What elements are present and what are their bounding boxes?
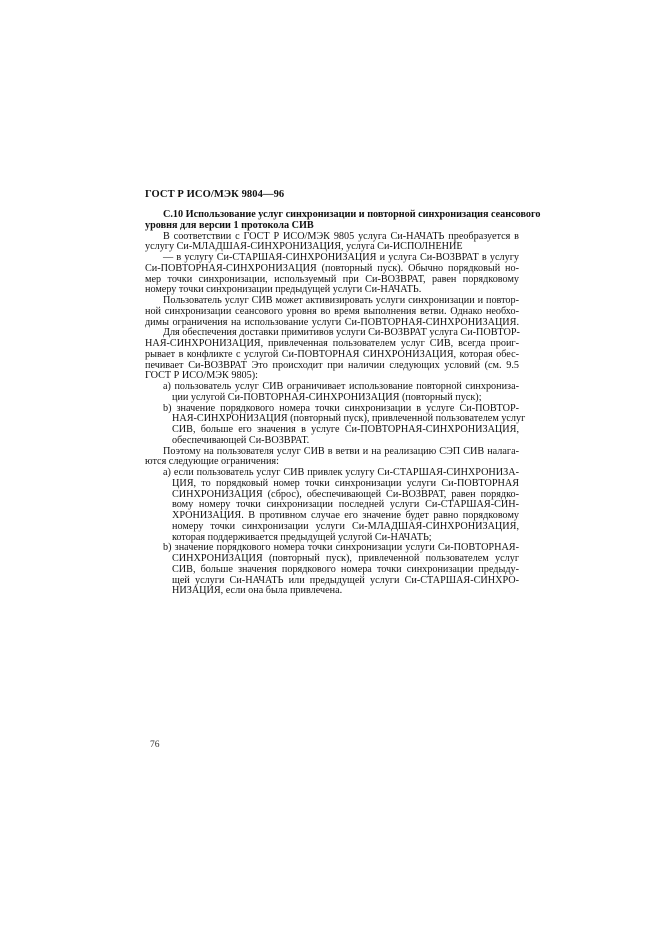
text-line: обеспечивающей Си-ВОЗВРАТ.	[172, 434, 310, 446]
text-line: щей услуги Си-НАЧАТЬ или предыдущей услуги Си-СТАРШАЯ-СИНХРО-	[172, 574, 519, 586]
text-line: димы ограничения на использование услуги Си-ПОВТОРНАЯ-СИНХРОНИЗАЦИЯ.	[145, 316, 519, 328]
text-line: ГОСТ Р ИСО/МЭК 9805):	[145, 370, 258, 382]
text-line: а) если пользователь услуг СИВ привлек услугу Си-СТАРШАЯ-СИНХРОНИЗА-	[163, 467, 519, 478]
text-line: НАЯ-СИНХРОНИЗАЦИЯ, привлеченная пользователем услуг СИВ, всегда проиг-	[145, 338, 519, 349]
text-line: мер точки синхронизации, используемый при Си-ВОЗВРАТ, равен порядковому	[145, 273, 519, 285]
text-line: которая поддерживается предыдущей услугой Си-НАЧАТЬ;	[172, 531, 432, 543]
text-line: Поэтому на пользователя услуг СИВ в ветви и на реализацию СЭП СИВ налага-	[163, 445, 519, 457]
running-head: ГОСТ Р ИСО/МЭК 9804—96	[145, 189, 285, 200]
text-line: В соответствии с ГОСТ Р ИСО/МЭК 9805 услуга Си-НАЧАТЬ преобразуется в	[163, 230, 519, 242]
text-line: номеру точки синхронизации услуги Си-МЛАДШАЯ-СИНХРОНИЗАЦИЯ,	[172, 520, 519, 532]
text-line: СИВ, больше значения порядкового номера точки синхронизации предыду-	[172, 563, 519, 575]
text-line: ЦИЯ, то порядковый номер точки синхронизации услуги Си-ПОВТОРНАЯ	[172, 477, 519, 489]
text-line: НИЗАЦИЯ, если она была привлечена.	[172, 585, 343, 597]
text-line: — в услугу Си-СТАРШАЯ-СИНХРОНИЗАЦИЯ и услуга Си-ВОЗВРАТ в услугу	[163, 252, 519, 263]
text-line: рывает в конфликте с услугой Си-ПОВТОРНАЯ СИНХРОНИЗАЦИЯ, которая обес-	[145, 348, 519, 360]
page-number: 76	[150, 740, 160, 750]
text-line: b) значение порядкового номера точки синхронизации услуги Си-ПОВТОРНАЯ-	[163, 542, 519, 554]
text-line: ются следующие ограничения:	[145, 456, 279, 468]
text-line: Для обеспечения доставки примитивов услуги Си-ВОЗВРАТ услуга Си-ПОВТОР-	[163, 327, 520, 339]
section-heading-line: С.10 Использование услуг синхронизации и повторной синхронизация сеансового	[163, 209, 541, 220]
text-line: вому номеру точки синхронизации последней услуги Си-СТАРШАЯ-СИН-	[172, 499, 519, 511]
text-line: ции услугой Си-ПОВТОРНАЯ-СИНХРОНИЗАЦИЯ (повторный пуск);	[172, 391, 482, 403]
text-line: Пользователь услуг СИВ может активизировать услуги синхронизации и повтор-	[163, 295, 519, 306]
text-line: номеру точки синхронизации предыдущей услуги Си-НАЧАТЬ.	[145, 284, 422, 296]
text-line: СИНХРОНИЗАЦИЯ (сброс), обеспечивающей Си-ВОЗВРАТ, равен порядко-	[172, 488, 519, 500]
section-heading-line: уровня для версии 1 протокола СИВ	[145, 219, 314, 231]
section-c10-body	[145, 209, 541, 597]
text-line: ной синхронизации сеансового уровня во время выполнения ветви. Однако необхо-	[145, 305, 519, 317]
text-line: b) значение порядкового номера точки синхронизации в услуге Си-ПОВТОР-	[163, 402, 519, 414]
text-line: Си-ПОВТОРНАЯ-СИНХРОНИЗАЦИЯ (повторный пуск). Обычно порядковый но-	[145, 262, 519, 274]
text-line: услугу Си-МЛАДШАЯ-СИНХРОНИЗАЦИЯ, услуга Си-ИСПОЛНЕНИЕ	[145, 241, 463, 253]
text-line: СИВ, больше его значения в услуге Си-ПОВТОРНАЯ-СИНХРОНИЗАЦИЯ,	[172, 424, 519, 435]
text-line: печивает Си-ВОЗВРАТ Это происходит при наличии следующих условий (см. 9.5	[145, 359, 519, 371]
text-line: СИНХРОНИЗАЦИЯ (повторный пуск), привлеченной пользователем услуг	[172, 553, 519, 564]
text-line: а) пользователь услуг СИВ ограничивает использование повторной синхрониза-	[163, 381, 519, 392]
text-line: ХРОНИЗАЦИЯ. В противном случае его значение будет равно порядковому	[172, 510, 519, 521]
text-line: НАЯ-СИНХРОНИЗАЦИЯ (повторный пуск), привлеченной пользователем услуг	[172, 413, 526, 425]
